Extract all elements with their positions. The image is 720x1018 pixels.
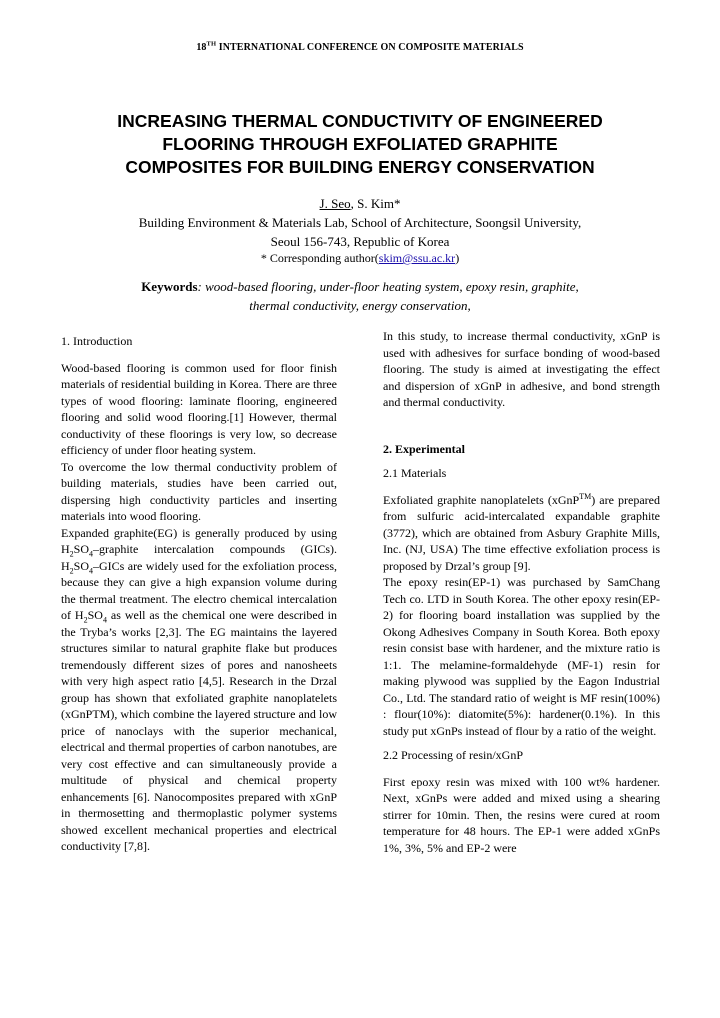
right-column — [383, 328, 660, 856]
email-link[interactable]: skim@ssu.ac.kr — [378, 251, 456, 265]
corresponding-suffix: ) — [455, 251, 460, 265]
processing-paragraph: First epoxy resin was mixed with 100 wt% hardener. Next, xGnPs were added and mixed using a shearing stirrer for 10min. Then, the resins were cured at room temperature for 48 hours. The EP-1 were added xGnPs 1%, 3%, 5% and EP-2 were — [383, 774, 660, 855]
affiliation-line-2: Seoul 156-743, Republic of Korea — [270, 234, 450, 249]
keywords-label: Keywords — [141, 279, 198, 294]
author-1: J. Seo — [319, 196, 351, 211]
intro-paragraph-4: In this study, to increase thermal conductivity, xGnP is used with adhesives for surface bonding of wood-based flooring. The study is aimed at investigating the effect and dispersion of xGnP in adhesive, and bond strength and thermal conductivity. — [383, 329, 660, 409]
processing-heading: 2.2 Processing of resin/xGnP — [383, 748, 523, 762]
intro-paragraph-2: To overcome the low thermal conductivity problem of building materials, studies have been carried out, dispersing high conductivity particles and inserting materials into wood flooring. — [61, 459, 337, 523]
title-line-2: FLOORING THROUGH EXFOLIATED GRAPHITE — [162, 134, 558, 154]
affiliation — [0, 213, 720, 251]
header-superscript: TH — [206, 40, 217, 48]
paper-title — [60, 110, 660, 179]
author-separator: , — [350, 196, 358, 211]
header-number: 18 — [196, 42, 207, 53]
header-text: INTERNATIONAL CONFERENCE ON COMPOSITE MATERIALS — [216, 42, 524, 53]
left-column — [61, 333, 337, 855]
title-line-1: INCREASING THERMAL CONDUCTIVITY OF ENGINEERED — [117, 111, 603, 131]
keywords-text-1: : wood-based flooring, under-floor heating system, epoxy resin, graphite, — [197, 279, 579, 294]
conference-header — [0, 42, 720, 53]
keywords-block — [60, 277, 660, 315]
corresponding-author — [0, 250, 720, 267]
materials-paragraph-2: The epoxy resin(EP-1) was purchased by SamChang Tech co. LTD in South Korea. The other epoxy resin(EP-2) for flooring board installation was supplied by the Okong Adhesives Company in South Korea. Both epoxy resin consist base with hardener, and the mixture ratio is 1:1. The melamine-formaldehyde (MF-1) resin for making plywood was supplied by the Eagon Industrial Co., Ltd. The standard ratio of weight is MF resin(100%) : flour(10%): diatomite(5%): hardener(0.1%). In this study put xGnPs instead of flour by a ratio of the weight. — [383, 575, 660, 738]
experimental-heading: 2. Experimental — [383, 441, 465, 456]
author-2: S. Kim* — [357, 196, 401, 211]
materials-paragraph-1: Exfoliated graphite nanoplatelets (xGnP™) are prepared from sulfuric acid-intercalated expandable graphite (3772), which are obtained from Asbury Graphite Mills, Inc. (NJ, USA) The time effective exfoliation process is proposed by Drzal’s group [9]. — [383, 491, 660, 573]
materials-heading: 2.1 Materials — [383, 466, 447, 480]
keywords-text-2: thermal conductivity, energy conservation, — [249, 298, 471, 313]
intro-paragraph-1: Wood-based flooring is common used for floor finish materials of residential building in Korea. There are three types of wood flooring: laminate flooring, engineered flooring and solid wood flooring.[1] However, thermal conductivity of these floorings is very low, so decrease efficiency of under floor heating system. — [61, 360, 337, 457]
affiliation-line-1: Building Environment & Materials Lab, School of Architecture, Soongsil University, — [138, 215, 582, 230]
keywords-line-2 — [60, 296, 660, 315]
keywords-line-1 — [60, 277, 660, 296]
title-line-3: COMPOSITES FOR BUILDING ENERGY CONSERVATION — [125, 157, 595, 177]
introduction-heading: 1. Introduction — [61, 334, 133, 348]
intro-paragraph-3: Expanded graphite(EG) is generally produced by using $H_2SO_4$–graphite intercalation compounds (GICs). $H_2SO_4$–GICs are widely used for the exfoliation process, because they can give a high expansion volume during the thermal treatment. The electro chemical intercalation of $H_2SO_4$ as well as the chemical one were described in the Tryba’s works [2,3]. The EG maintains the layered structures similar to natural graphite flake but produces tremendously different sizes of pores and nanosheets with very high aspect ratio [4,5]. Research in the Drzal group has shown that exfoliated graphite nanoplatelets (xGnPTM), which combine the layered structure and low price of nanoclays with the superior mechanical, electrical and thermal properties of carbon nanotubes, are very cost effective and can simultaneously provide a multitude of physical and chemical property enhancements [6]. Nanocomposites prepared with xGnP in thermosetting and thermoplastic polymer systems showed excellent mechanical properties and electrical conductivity [7,8]. — [61, 525, 337, 853]
corresponding-prefix: * Corresponding author( — [260, 251, 379, 265]
author-list — [0, 194, 720, 213]
